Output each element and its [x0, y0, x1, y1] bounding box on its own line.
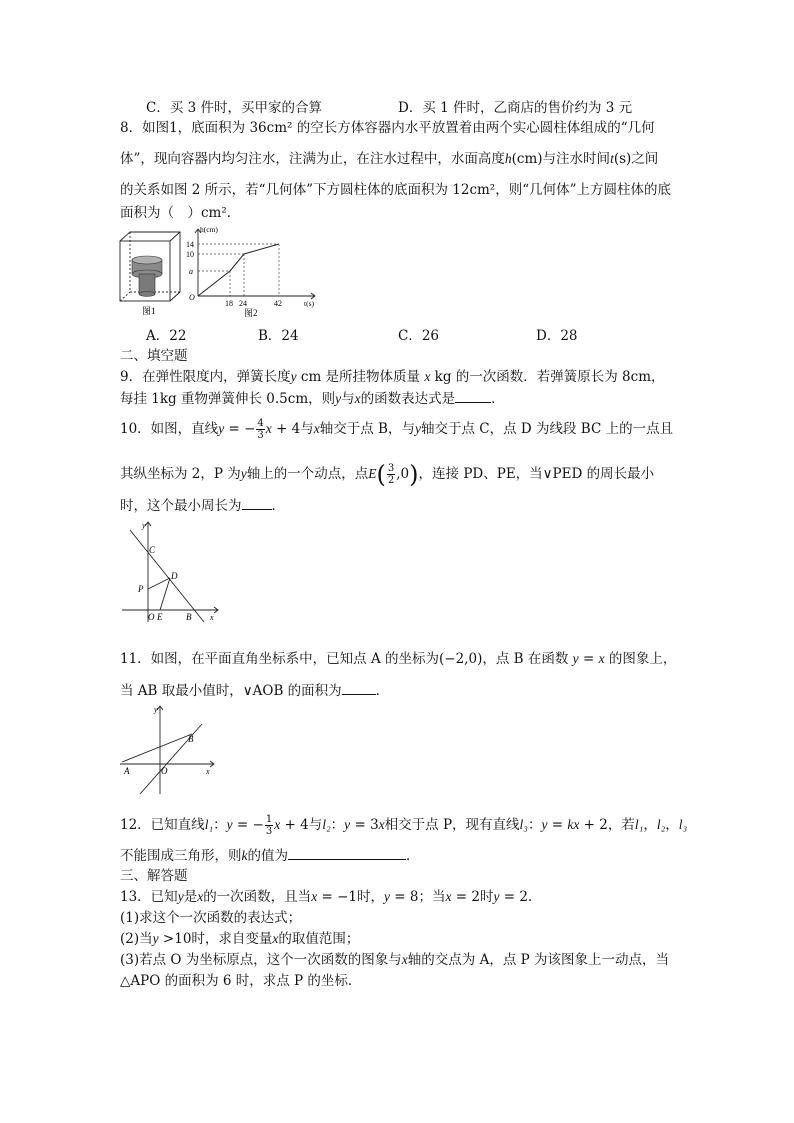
- q8-option-b: B．24: [258, 328, 299, 344]
- q8-option-c: C．26: [398, 328, 440, 344]
- tick-14: 14: [186, 240, 194, 249]
- svg-text:O: O: [161, 766, 168, 776]
- y-axis-label: h(cm): [200, 225, 218, 234]
- svg-text:E: E: [157, 612, 163, 622]
- x-axis-label: t(s): [304, 299, 314, 308]
- svg-text:x: x: [210, 613, 214, 622]
- q8-figure-2: [182, 224, 322, 320]
- q13-sub2: (2)当y >10时，求自变量x的取值范围；: [120, 931, 360, 947]
- q7-option-d: D．买 1 件时，乙商店的售价约为 3 元: [398, 100, 633, 116]
- svg-text:B: B: [188, 734, 194, 744]
- section-2-heading: 二、填空题: [120, 348, 188, 364]
- geometric-body-icon: [132, 256, 162, 297]
- q10-line2: 其纵坐标为 2，P 为y轴上的一个动点，点E( $\frac{3}{2}$ ,0)，连接 PD、PE，当∨PED 的周长最小: [120, 460, 655, 489]
- tick-18: 18: [225, 299, 233, 308]
- tick-10: 10: [186, 250, 194, 259]
- svg-text:y: y: [154, 705, 158, 714]
- q9-line1: 9．在弹性限度内，弹簧长度y cm 是所挂物体质量 x kg 的一次函数．若弹簧原长为 8cm，: [120, 369, 665, 385]
- q7-option-c: C．买 3 件时，买甲家的合算: [146, 100, 323, 116]
- q12-answer-blank: [288, 846, 406, 860]
- q8-line2: 体”，现向容器内均匀注水，注满为止，在注水过程中，水面高度h(cm)与注水时间t(s)之间: [120, 151, 659, 167]
- q12-line1: 12．已知直线l₁：y = − $\frac{1}{3}$ x + 4与l₂：y = 3x相交于点 P，现有直线l₃：y = kx + 2，若l₁，l₂，l₃: [120, 814, 688, 837]
- svg-text:x: x: [206, 767, 210, 776]
- svg-text:P: P: [138, 584, 144, 594]
- tick-24: 24: [239, 299, 247, 308]
- q8-option-d: D．28: [536, 328, 578, 344]
- svg-text:y: y: [142, 521, 146, 530]
- q13-sub3-cont: △APO 的面积为 6 时，求点 P 的坐标．: [120, 973, 362, 989]
- q11-figure: [118, 702, 218, 798]
- q11-answer-blank: [342, 681, 376, 695]
- q9-answer-blank: [455, 389, 491, 403]
- q11-line1: 11．如图，在平面直角坐标系中，已知点 A 的坐标为(−2,0)，点 B 在函数 y = x 的图象上，: [120, 651, 677, 667]
- q11-line2: 当 AB 取最小值时，∨AOB 的面积为 ．: [120, 683, 390, 699]
- svg-text:A: A: [124, 766, 130, 776]
- q8-figure-1: [116, 228, 184, 318]
- q13-sub1: (1)求这个一次函数的表达式；: [120, 910, 302, 926]
- q10-line1: 10．如图，直线y = − $\frac{4}{3}$ x + 4与x轴交于点 B，与y轴交于点 C，点 D 为线段 BC 上的一点且: [120, 418, 674, 441]
- q8-line3: 的关系如图 2 所示，若“几何体”下方圆柱体的底面积为 12cm²，则“几何体”上方圆柱体的底: [120, 182, 672, 198]
- q10-answer-blank: [242, 496, 272, 510]
- q8-line1: 8．如图1，底面积为 36cm² 的空长方体容器内水平放置着由两个实心圆柱体组成的“几何: [120, 120, 655, 136]
- svg-text:B: B: [186, 612, 192, 622]
- q13-sub3: (3)若点 O 为坐标原点，这个一次函数的图象与x轴的交点为 A，点 P 为该图象上一动点，当: [120, 952, 669, 968]
- tick-a: a: [189, 267, 193, 276]
- q8-line4: 面积为（ ）cm²．: [120, 205, 241, 221]
- svg-text:O: O: [148, 612, 155, 622]
- fig1-caption: 图1: [142, 306, 156, 316]
- fig2-caption: 图2: [244, 308, 258, 318]
- tick-42: 42: [274, 299, 282, 308]
- q10-figure: [118, 518, 222, 628]
- section-3-heading: 三、解答题: [120, 868, 188, 884]
- q9-line2: 每挂 1kg 重物弹簧伸长 0.5cm，则y与x的函数表达式是 ．: [120, 391, 505, 407]
- q8-option-a: A．22: [146, 328, 187, 344]
- q13-line1: 13．已知y是x的一次函数，且当x = −1时，y = 8；当x = 2时y = 2．: [120, 889, 542, 905]
- origin-label: O: [189, 293, 195, 302]
- svg-text:D: D: [171, 571, 178, 581]
- q12-line2: 不能围成三角形，则k的值为 ．: [120, 848, 420, 864]
- svg-text:C: C: [149, 545, 156, 555]
- q10-line3: 时，这个最小周长为 ．: [120, 498, 285, 514]
